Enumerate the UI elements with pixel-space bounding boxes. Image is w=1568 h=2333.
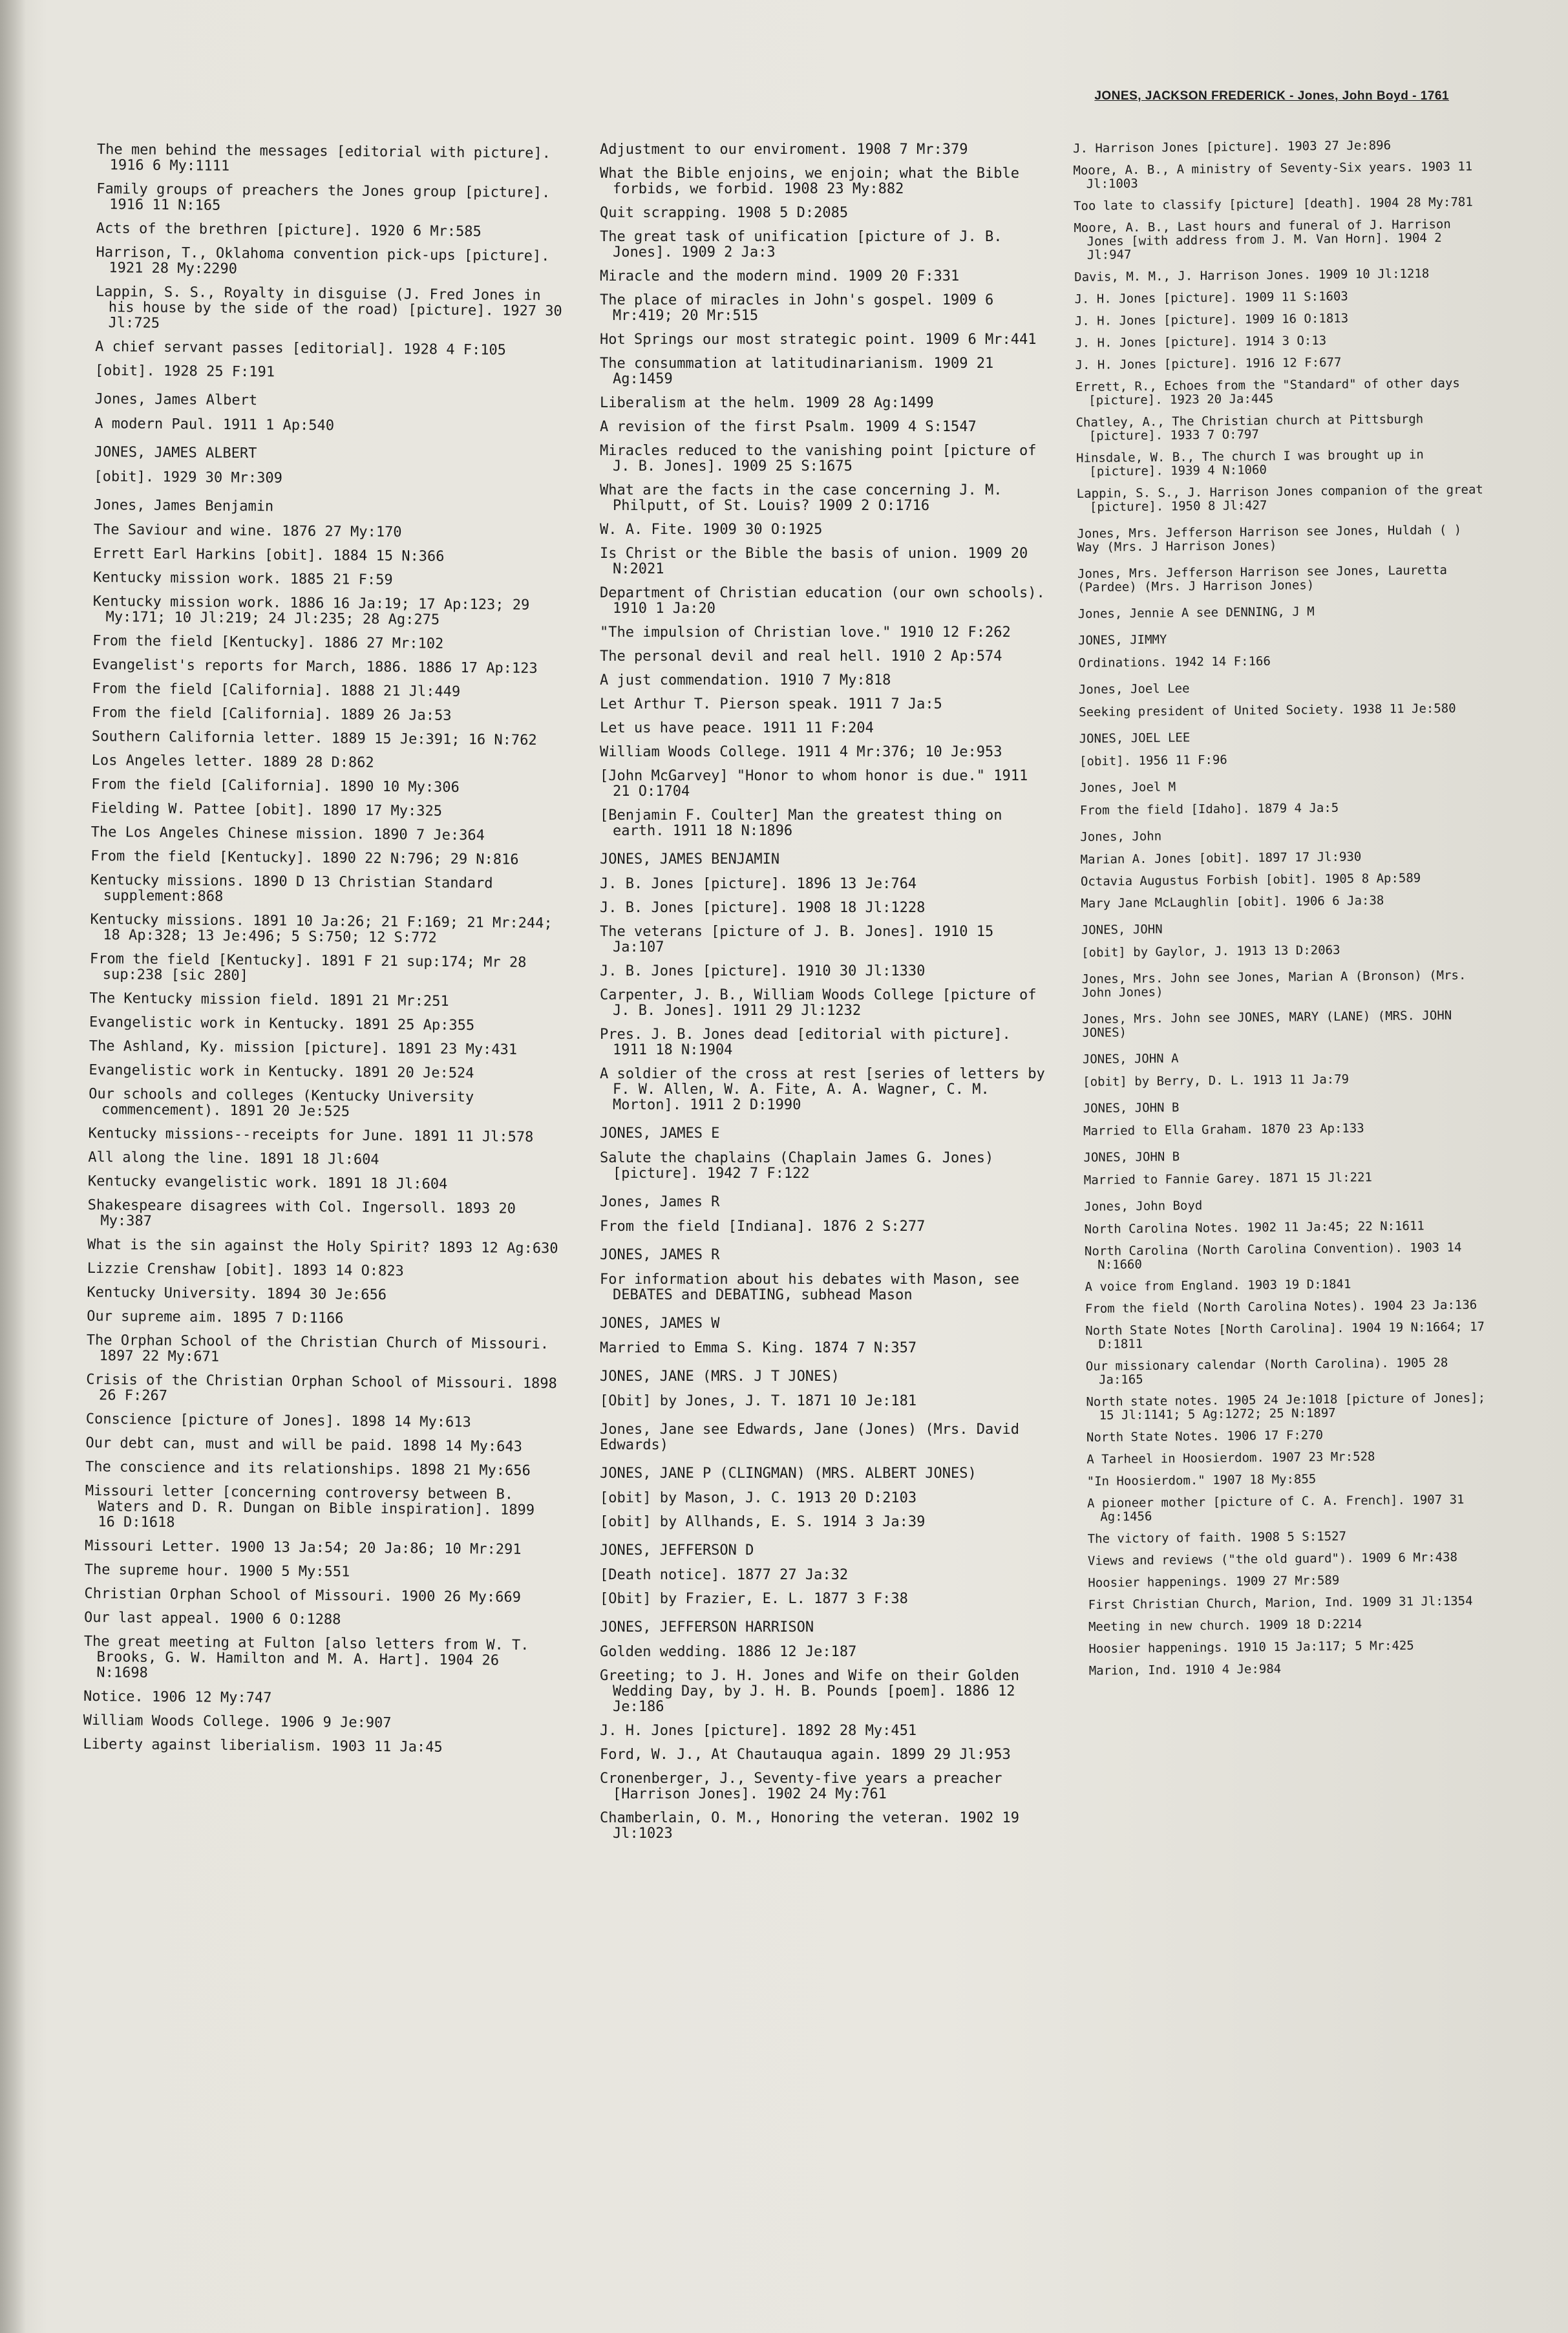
index-entry: From the field [California]. 1888 21 Jl:449 <box>92 680 461 700</box>
index-heading: Jones, Mrs. John see Jones, Marian A (Bronson) (Mrs. John Jones) <box>1081 968 1467 1000</box>
index-entry: [obit]. 1928 25 F:191 <box>94 362 275 381</box>
index-entry: Hot Springs our most strategic point. 1909 6 Mr:441 <box>600 332 1037 348</box>
index-entry: A chief servant passes [editorial]. 1928 4 F:105 <box>95 338 507 359</box>
index-entry: Kentucky missions. 1891 10 Ja:26; 21 F:169; 21 Mr:244; 18 Ap:328; 13 Je:496; 5 S:750; 12 S:772 <box>90 911 553 946</box>
index-entry: J. B. Jones [picture]. 1910 30 Jl:1330 <box>600 963 926 979</box>
index-entry: Kentucky University. 1894 30 Je:656 <box>87 1284 387 1303</box>
index-heading: JONES, JANE P (CLINGMAN) (MRS. ALBERT JONES) <box>600 1465 977 1482</box>
index-heading: JONES, JAMES R <box>600 1247 720 1263</box>
index-entry: Married to Fannie Garey. 1871 15 Jl:221 <box>1083 1170 1373 1188</box>
index-entry: From the field [Idaho]. 1879 4 Ja:5 <box>1079 800 1339 818</box>
index-entry: [obit] by Allhands, E. S. 1914 3 Ja:39 <box>600 1514 926 1530</box>
index-heading: JONES, JOHN <box>1081 922 1163 937</box>
index-entry: North Carolina Notes. 1902 11 Ja:45; 22 N:1611 <box>1084 1219 1425 1237</box>
index-entry: J. H. Jones [picture]. 1909 16 O:1813 <box>1074 311 1349 328</box>
index-heading: JONES, JIMMY <box>1077 632 1167 648</box>
index-entry: [obit] by Mason, J. C. 1913 20 D:2103 <box>600 1490 917 1506</box>
index-entry: Mary Jane McLaughlin [obit]. 1906 6 Ja:38 <box>1081 893 1384 911</box>
index-entry: Evangelistic work in Kentucky. 1891 20 Je:524 <box>89 1061 474 1082</box>
index-entry: J. B. Jones [picture]. 1908 18 Jl:1228 <box>600 900 926 916</box>
index-entry: The veterans [picture of J. B. Jones]. 1910 15 Ja:107 <box>600 924 994 955</box>
index-entry: Cronenberger, J., Seventy-five years a preacher [Harrison Jones]. 1902 24 My:761 <box>600 1771 1002 1802</box>
index-entry: Kentucky evangelistic work. 1891 18 Jl:604 <box>87 1173 448 1193</box>
index-entry: Our schools and colleges (Kentucky University commencement). 1891 20 Je:525 <box>89 1085 474 1120</box>
index-entry: Harrison, T., Oklahoma convention pick-ups [picture]. 1921 28 My:2290 <box>96 244 550 277</box>
index-entry: Errett Earl Harkins [obit]. 1884 15 N:366 <box>93 545 445 565</box>
index-entry: Liberty against liberialism. 1903 11 Ja:45 <box>83 1736 443 1756</box>
index-entry: North State Notes [North Carolina]. 1904 19 N:1664; 17 D:1811 <box>1085 1319 1485 1352</box>
index-entry: Evangelistic work in Kentucky. 1891 25 Ap:355 <box>89 1014 475 1034</box>
index-entry: Carpenter, J. B., William Woods College [picture of J. B. Jones]. 1911 29 Jl:1232 <box>600 987 1037 1019</box>
index-entry: The Saviour and wine. 1876 27 My:170 <box>93 521 402 541</box>
index-entry: Octavia Augustus Forbish [obit]. 1905 8 Ap:589 <box>1080 871 1421 889</box>
index-entry: From the field (North Carolina Notes). 1904 23 Ja:136 <box>1085 1297 1478 1316</box>
index-entry: [Benjamin F. Coulter] Man the greatest thing on earth. 1911 18 N:1896 <box>600 807 1002 839</box>
index-entry: Evangelist's reports for March, 1886. 1886 17 Ap:123 <box>92 656 538 677</box>
index-entry: Our debt can, must and will be paid. 1898 14 My:643 <box>85 1434 523 1455</box>
index-entry: The Kentucky mission field. 1891 21 Mr:251 <box>89 990 449 1010</box>
index-entry: Miracle and the modern mind. 1909 20 F:331 <box>600 268 960 284</box>
index-entry: Los Angeles letter. 1889 28 D:862 <box>91 752 374 771</box>
index-entry: What are the facts in the case concerning J. M. Philputt, of St. Louis? 1909 2 O:1716 <box>600 482 1002 514</box>
index-entry: North state notes. 1905 24 Je:1018 [picture of Jones]; 15 Jl:1141; 5 Ag:1272; 25 N:1897 <box>1086 1390 1486 1423</box>
index-entry: Kentucky missions. 1890 D 13 Christian Standard supplement:868 <box>90 871 493 905</box>
index-entry: A just commendation. 1910 7 My:818 <box>600 672 891 688</box>
index-entry: Let us have peace. 1911 11 F:204 <box>600 720 874 736</box>
index-heading: Jones, Joel M <box>1079 780 1176 795</box>
index-entry: Married to Ella Graham. 1870 23 Ap:133 <box>1083 1121 1364 1138</box>
index-entry: A modern Paul. 1911 1 Ap:540 <box>94 415 335 434</box>
index-entry: J. B. Jones [picture]. 1896 13 Je:764 <box>600 876 917 892</box>
index-entry: The conscience and its relationships. 1898 21 My:656 <box>85 1458 531 1479</box>
index-entry: The supreme hour. 1900 5 My:551 <box>84 1561 350 1581</box>
index-entry: Golden wedding. 1886 12 Je:187 <box>600 1644 857 1660</box>
index-entry: Ordinations. 1942 14 F:166 <box>1078 654 1271 670</box>
index-entry: North Carolina (North Carolina Convention). 1903 14 N:1660 <box>1084 1240 1462 1272</box>
index-column-left <box>83 142 569 1765</box>
index-entry: Errett, R., Echoes from the "Standard" of other days [picture]. 1923 20 Ja:445 <box>1075 376 1460 408</box>
index-entry: From the field [Kentucky]. 1886 27 Mr:102 <box>92 632 444 652</box>
index-entry: J. H. Jones [picture]. 1914 3 O:13 <box>1075 333 1327 350</box>
index-entry: The place of miracles in John's gospel. 1909 6 Mr:419; 20 Mr:515 <box>600 292 994 324</box>
index-entry: [obit] by Gaylor, J. 1913 13 D:2063 <box>1081 943 1340 960</box>
running-head: JONES, JACKSON FREDERICK - Jones, John Boyd - 1761 <box>1094 89 1449 103</box>
index-entry: From the field [Indiana]. 1876 2 S:277 <box>600 1219 926 1235</box>
index-entry: A pioneer mother [picture of C. A. French]. 1907 31 Ag:1456 <box>1086 1492 1465 1524</box>
index-entry: Is Christ or the Bible the basis of union. 1909 20 N:2021 <box>600 546 1028 577</box>
index-entry: Notice. 1906 12 My:747 <box>83 1688 272 1707</box>
index-heading: Jones, Mrs. Jefferson Harrison see Jones, Lauretta (Pardee) (Mrs. J Harrison Jones) <box>1077 562 1448 595</box>
index-entry: Ford, W. J., At Chautauqua again. 1899 29 Jl:953 <box>600 1747 1011 1763</box>
index-heading: Jones, Mrs. John see JONES, MARY (LANE) (MRS. JOHN JONES) <box>1082 1008 1452 1040</box>
index-entry: Views and reviews ("the old guard"). 1909 6 Mr:438 <box>1087 1550 1458 1568</box>
index-entry: J. Harrison Jones [picture]. 1903 27 Je:896 <box>1072 138 1392 156</box>
index-entry: First Christian Church, Marion, Ind. 1909 31 Jl:1354 <box>1088 1593 1473 1612</box>
index-entry: William Woods College. 1906 9 Je:907 <box>83 1712 392 1732</box>
index-entry: For information about his debates with Mason, see DEBATES and DEBATING, subhead Mason <box>600 1272 1020 1303</box>
index-heading: JONES, JOEL LEE <box>1079 730 1191 746</box>
index-entry: Our supreme aim. 1895 7 D:1166 <box>87 1308 344 1327</box>
index-entry: [Death notice]. 1877 27 Ja:32 <box>600 1567 849 1583</box>
index-entry: Missouri letter [concerning controversy between B. Waters and D. R. Dungan on Bible inspiration]. 1899 16 D:1618 <box>85 1482 535 1531</box>
index-entry: Department of Christian education (our own schools). 1910 1 Ja:20 <box>600 585 1045 617</box>
index-entry: Shakespeare disagrees with Col. Ingersoll. 1893 20 My:387 <box>87 1197 516 1230</box>
index-entry: Lizzie Crenshaw [obit]. 1893 14 O:823 <box>87 1260 404 1280</box>
index-heading: JONES, JOHN B <box>1083 1149 1180 1165</box>
index-entry: J. H. Jones [picture]. 1892 28 My:451 <box>600 1723 917 1739</box>
index-entry: Pres. J. B. Jones dead [editorial with picture]. 1911 18 N:1904 <box>600 1027 1011 1058</box>
index-entry: Acts of the brethren [picture]. 1920 6 Mr:585 <box>96 220 482 240</box>
index-entry: From the field [California]. 1889 26 Ja:53 <box>92 704 452 724</box>
index-entry: Greeting; to J. H. Jones and Wife on their Golden Wedding Day, by J. H. B. Pounds [poem]. 1886 12 Je:186 <box>600 1668 1020 1715</box>
index-entry: A voice from England. 1903 19 D:1841 <box>1085 1277 1351 1294</box>
index-entry: Seeking president of United Society. 1938 11 Je:580 <box>1079 701 1456 719</box>
index-entry: J. H. Jones [picture]. 1916 12 F:677 <box>1075 355 1342 372</box>
index-entry: From the field [California]. 1890 10 My:306 <box>91 776 460 796</box>
index-heading: JONES, JAMES W <box>600 1316 720 1332</box>
index-entry: What the Bible enjoins, we enjoin; what the Bible forbids, we forbid. 1908 23 My:882 <box>600 165 1020 197</box>
index-entry: The consummation at latitudinarianism. 1909 21 Ag:1459 <box>600 356 994 387</box>
index-column-middle <box>600 142 1052 1850</box>
index-entry: Moore, A. B., A ministry of Seventy-Six years. 1903 11 Jl:1003 <box>1073 159 1473 191</box>
index-heading: Jones, Jennie A see DENNING, J M <box>1077 604 1315 621</box>
index-entry: The men behind the messages [editorial with picture]. 1916 6 My:1111 <box>96 142 551 175</box>
index-entry: [obit]. 1929 30 Mr:309 <box>94 468 282 487</box>
index-entry: Davis, M. M., J. Harrison Jones. 1909 10 Jl:1218 <box>1074 266 1430 284</box>
index-entry: All along the line. 1891 18 Jl:604 <box>88 1149 379 1168</box>
index-entry: W. A. Fite. 1909 30 O:1925 <box>600 522 823 538</box>
index-entry: [Obit] by Frazier, E. L. 1877 3 F:38 <box>600 1591 908 1607</box>
index-entry: The Ashland, Ky. mission [picture]. 1891 23 My:431 <box>89 1038 518 1058</box>
index-entry: [obit] by Berry, D. L. 1913 11 Ja:79 <box>1083 1072 1350 1089</box>
index-entry: Lappin, S. S., J. Harrison Jones companion of the great [picture]. 1950 8 Jl:427 <box>1076 482 1483 515</box>
index-entry: The Los Angeles Chinese mission. 1890 7 Je:364 <box>90 824 485 844</box>
index-heading: Jones, John Boyd <box>1084 1198 1203 1214</box>
index-entry: Too late to classify [picture] [death]. 1904 28 My:781 <box>1073 195 1473 213</box>
index-entry: Kentucky mission work. 1885 21 F:59 <box>93 569 393 589</box>
index-entry: Quit scrapping. 1908 5 D:2085 <box>600 205 849 221</box>
index-entry: [obit]. 1956 11 F:96 <box>1079 752 1227 769</box>
index-entry: What is the sin against the Holy Spirit? 1893 12 Ag:630 <box>87 1236 558 1257</box>
index-entry: [John McGarvey] "Honor to whom honor is due." 1911 21 O:1704 <box>600 768 1028 800</box>
index-entry: Marian A. Jones [obit]. 1897 17 Jl:930 <box>1080 849 1362 867</box>
index-entry: Moore, A. B., Last hours and funeral of J. Harrison Jones [with address from J. M. Van Horn]. 1904 2 Jl:947 <box>1074 217 1451 262</box>
index-heading: Jones, Mrs. Jefferson Harrison see Jones, Huldah ( ) Way (Mrs. J Harrison Jones) <box>1077 522 1462 555</box>
index-entry: Hinsdale, W. B., The church I was brought up in [picture]. 1939 4 N:1060 <box>1076 447 1424 479</box>
index-entry: Hoosier happenings. 1910 15 Ja:117; 5 Mr:425 <box>1088 1638 1414 1656</box>
index-entry: North State Notes. 1906 17 F:270 <box>1086 1428 1324 1445</box>
index-entry: Our last appeal. 1900 6 O:1288 <box>83 1609 341 1628</box>
index-heading: JONES, JAMES ALBERT <box>94 443 257 462</box>
index-heading: JONES, JOHN A <box>1082 1051 1179 1067</box>
index-heading: JONES, JANE (MRS. J T JONES) <box>600 1369 840 1385</box>
index-entry: Family groups of preachers the Jones group [picture]. 1916 11 N:165 <box>96 180 551 214</box>
index-heading: Jones, James R <box>600 1194 720 1210</box>
index-entry: Married to Emma S. King. 1874 7 N:357 <box>600 1340 917 1356</box>
index-entry: The great meeting at Fulton [also letters from W. T. Brooks, G. W. Hamilton and M. A. Hart]. 1904 26 N:1698 <box>83 1633 529 1681</box>
index-entry: Lappin, S. S., Royalty in disguise (J. Fred Jones in his house by the side of the road) [picture]. 1927 30 Jl:725 <box>95 283 562 332</box>
index-entry: Kentucky mission work. 1886 16 Ja:19; 17 Ap:123; 29 My:171; 10 Jl:219; 24 Jl:235; 28 Ag:275 <box>92 593 530 628</box>
index-entry: A soldier of the cross at rest [series of letters by F. W. Allen, W. A. Fite, A. A. Wagner, C. M. Morton]. 1911 2 D:1990 <box>600 1066 1045 1113</box>
index-entry: Southern California letter. 1889 15 Je:391; 16 N:762 <box>91 728 537 749</box>
index-entry: Miracles reduced to the vanishing point [picture of J. B. Jones]. 1909 25 S:1675 <box>600 443 1037 474</box>
index-entry: From the field [Kentucky]. 1891 F 21 sup:174; Mr 28 sup:238 [sic 280] <box>89 950 527 985</box>
index-entry: From the field [Kentucky]. 1890 22 N:796; 29 N:816 <box>90 847 519 868</box>
index-entry: Let Arthur T. Pierson speak. 1911 7 Ja:5 <box>600 696 942 712</box>
index-entry: Conscience [picture of Jones]. 1898 14 My:613 <box>85 1411 471 1431</box>
index-entry: The victory of faith. 1908 5 S:1527 <box>1087 1529 1347 1546</box>
index-entry: Christian Orphan School of Missouri. 1900 26 My:669 <box>84 1585 522 1606</box>
index-entry: The great task of unification [picture of J. B. Jones]. 1909 2 Ja:3 <box>600 229 1002 261</box>
index-entry: A revision of the first Psalm. 1909 4 S:1547 <box>600 419 977 435</box>
index-entry: Salute the chaplains (Chaplain James G. Jones) [picture]. 1942 7 F:122 <box>600 1150 994 1182</box>
book-spine-shadow <box>0 0 26 2333</box>
index-entry: J. H. Jones [picture]. 1909 11 S:1603 <box>1074 289 1348 306</box>
index-heading: JONES, JEFFERSON D <box>600 1542 754 1559</box>
index-entry: Kentucky missions--receipts for June. 1891 11 Jl:578 <box>88 1125 534 1145</box>
index-entry: Liberalism at the helm. 1909 28 Ag:1499 <box>600 395 934 411</box>
index-entry: "In Hoosierdom." 1907 18 My:855 <box>1086 1472 1317 1489</box>
index-entry: Chamberlain, O. M., Honoring the veteran. 1902 19 Jl:1023 <box>600 1810 1020 1842</box>
index-entry: William Woods College. 1911 4 Mr:376; 10 Je:953 <box>600 744 1002 760</box>
index-heading: JONES, JAMES E <box>600 1125 720 1142</box>
index-entry: Chatley, A., The Christian church at Pittsburgh [picture]. 1933 7 O:797 <box>1075 412 1424 443</box>
index-entry: Fielding W. Pattee [obit]. 1890 17 My:325 <box>90 800 443 820</box>
index-entry: "The impulsion of Christian love." 1910 12 F:262 <box>600 624 1011 641</box>
index-heading: Jones, Joel Lee <box>1078 681 1190 697</box>
index-entry: Hoosier happenings. 1909 27 Mr:589 <box>1088 1573 1340 1590</box>
index-entry: Marion, Ind. 1910 4 Je:984 <box>1088 1661 1282 1678</box>
index-entry: [Obit] by Jones, J. T. 1871 10 Je:181 <box>600 1393 917 1409</box>
index-entry: Meeting in new church. 1909 18 D:2214 <box>1088 1617 1362 1634</box>
index-heading: JONES, JEFFERSON HARRISON <box>600 1619 814 1635</box>
index-entry: Missouri Letter. 1900 13 Ja:54; 20 Ja:86; 10 Mr:291 <box>84 1537 522 1558</box>
index-heading: Jones, James Albert <box>94 390 258 409</box>
index-entry: The personal devil and real hell. 1910 2 Ap:574 <box>600 648 1002 665</box>
index-heading: Jones, James Benjamin <box>93 496 274 515</box>
index-entry: Our missionary calendar (North Carolina). 1905 28 Ja:165 <box>1085 1356 1448 1387</box>
index-entry: A Tarheel in Hoosierdom. 1907 23 Mr:528 <box>1086 1449 1375 1467</box>
index-heading: Jones, John <box>1080 829 1162 844</box>
index-entry: Adjustment to our enviroment. 1908 7 Mr:379 <box>600 142 968 158</box>
index-heading: Jones, Jane see Edwards, Jane (Jones) (Mrs. David Edwards) <box>600 1422 1020 1453</box>
index-column-right <box>1073 138 1503 1687</box>
index-entry: The Orphan School of the Christian Church of Missouri. 1897 22 My:671 <box>86 1332 549 1365</box>
index-heading: JONES, JAMES BENJAMIN <box>600 851 780 868</box>
index-heading: JONES, JOHN B <box>1083 1100 1180 1116</box>
index-entry: Crisis of the Christian Orphan School of Missouri. 1898 26 F:267 <box>86 1371 557 1405</box>
